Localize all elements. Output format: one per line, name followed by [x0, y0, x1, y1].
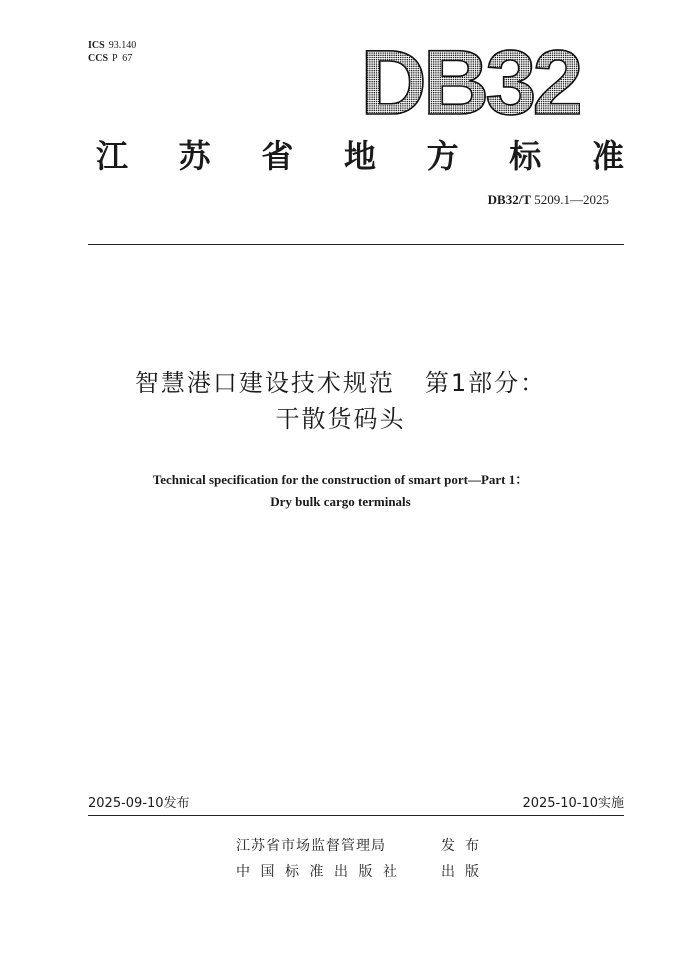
ics-code [88, 40, 136, 52]
standard-class-char: 准 [591, 137, 624, 175]
issuer-publisher [236, 862, 536, 882]
ics-value: 93.140 [108, 40, 137, 51]
title-chinese [0, 365, 681, 437]
title-zh-part: 第1部分： [424, 369, 547, 397]
regulator-action: 发布 [441, 838, 489, 854]
title-english [0, 469, 681, 513]
title-zh-main: 智慧港口建设技术规范 [134, 369, 395, 397]
bottom-divider [88, 815, 624, 816]
top-divider [88, 244, 624, 245]
standard-class-char: 省 [261, 137, 294, 175]
db32-logo [360, 30, 580, 130]
title-en-line2: Dry bulk cargo terminals [270, 494, 411, 509]
standard-number [488, 192, 609, 208]
ccs-code [88, 53, 132, 65]
ics-label: ICS [88, 40, 105, 51]
standard-class-char: 地 [343, 137, 376, 175]
publisher-action: 出版 [441, 864, 489, 880]
standard-number-value: 5209.1—2025 [531, 192, 609, 207]
title-zh-subtitle: 干散货码头 [275, 405, 406, 433]
title-en-line1: Technical specification for the construction of smart port—Part 1： [152, 472, 529, 487]
standard-class-char: 标 [509, 137, 542, 175]
standard-class-char: 苏 [178, 137, 211, 175]
ccs-value: P 67 [112, 53, 133, 64]
standard-class-title [96, 134, 624, 178]
issuer-regulator [236, 836, 536, 856]
publisher-name: 中国标准出版社 [236, 864, 408, 880]
regulator-name: 江苏省市场监督管理局 [236, 838, 386, 854]
ccs-label: CCS [88, 53, 109, 64]
standard-class-char: 方 [426, 137, 459, 175]
logo-text: DB32 [360, 32, 580, 130]
standard-number-prefix: DB32/T [487, 192, 531, 207]
issue-date: 2025-09-10发布 [88, 796, 190, 811]
standard-class-char: 江 [96, 137, 129, 175]
implementation-date: 2025-10-10实施 [522, 796, 624, 811]
